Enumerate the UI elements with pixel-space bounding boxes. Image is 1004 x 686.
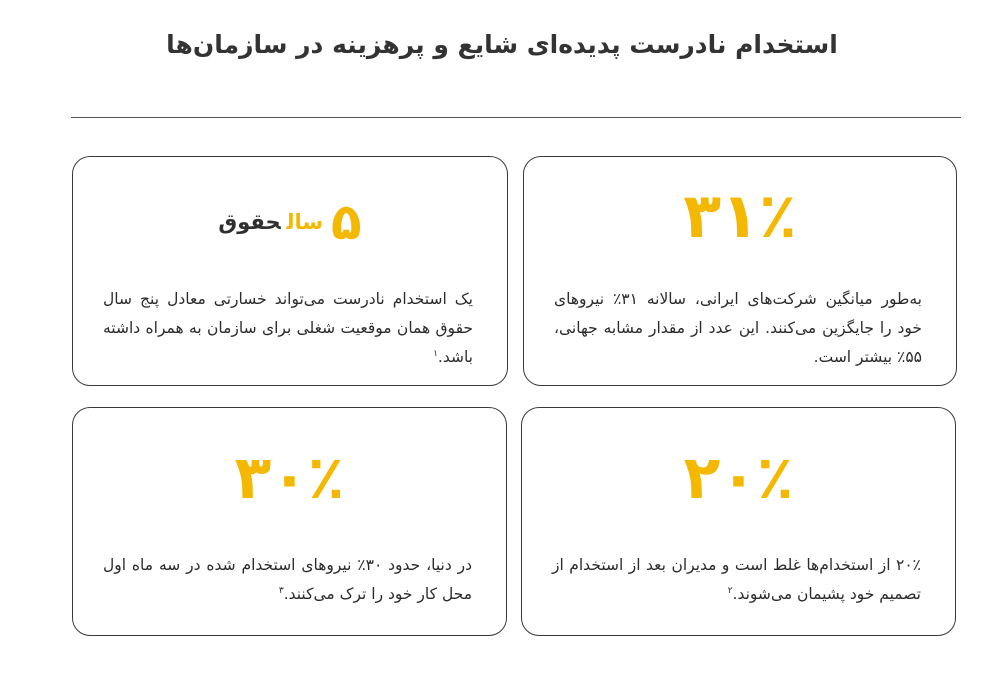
stat-description [552, 551, 921, 609]
stat-value: ۳۱٪ [683, 179, 797, 252]
stat-value: ۳۰٪ [234, 443, 345, 513]
stat-card-salary-cost [72, 156, 508, 386]
stat-description-text: در دنیا، حدود ۳۰٪ نیروهای استخدام شده در سه ماه اول محل کار خود را ترک می‌کنند. [103, 556, 473, 603]
page-title: استخدام نادرست پدیده‌ای شایع و پرهزینه در سازمان‌ها [166, 30, 838, 59]
footnote-marker: ۱ [433, 348, 438, 359]
stat-card-turnover [523, 156, 957, 386]
stat-label: حقوق [218, 209, 281, 234]
stat-number: ۵ [331, 193, 362, 251]
title-divider [71, 117, 961, 118]
stat-description [103, 551, 472, 609]
stat-value: ۲۰٪ [683, 443, 794, 513]
footnote-marker: ۲ [727, 585, 733, 596]
stat-description [103, 285, 473, 372]
stat-description [554, 285, 922, 372]
stat-card-wrong-hires [521, 407, 956, 636]
stat-unit: سال [286, 209, 324, 234]
stat-value-group [73, 193, 507, 251]
stat-description-text: ۲۰٪ از استخدام‌ها غلط است و مدیران بعد از استخدام از تصمیم خود پشیمان می‌شوند. [552, 556, 921, 603]
stat-card-early-quit [72, 407, 507, 636]
stat-description-text: یک استخدام نادرست می‌تواند خسارتی معادل پنج سال حقوق همان موقعیت شغلی برای سازمان به همراه داشته باشد. [103, 290, 473, 366]
stat-description-text: به‌طور میانگین شرکت‌های ایرانی، سالانه ۳۱٪ نیروهای خود را جایگزین می‌کنند. این عدد از مقدار مشابه جهانی، ۵۵٪ بیشتر است. [554, 290, 922, 366]
footnote-marker: ۳ [278, 585, 284, 596]
